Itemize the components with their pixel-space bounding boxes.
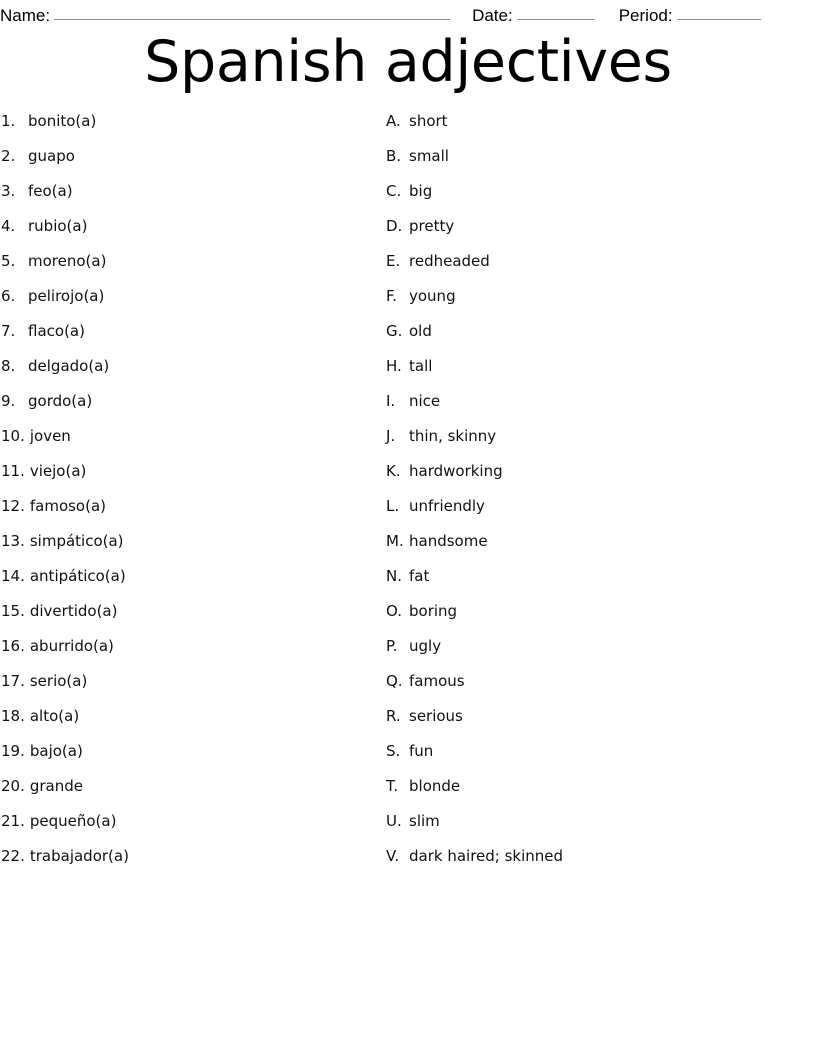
definition-item[interactable] [386,319,806,354]
definition-item-label: handsome [409,532,488,550]
term-item-marker: 19. [1,742,25,760]
term-item-label: delgado(a) [28,357,110,375]
term-item[interactable] [1,809,371,844]
term-item-marker: 12. [1,497,25,515]
term-item[interactable] [1,774,371,809]
term-item-marker: 16. [1,637,25,655]
definition-item-label: ugly [409,637,442,655]
term-item-label: feo(a) [28,182,73,200]
definition-item-marker: R. [386,707,401,725]
term-item-label: bonito(a) [28,112,97,130]
definition-item-label: pretty [409,217,455,235]
definition-item-label: small [409,147,449,165]
term-item-label: pelirojo(a) [28,287,105,305]
definition-item-label: nice [409,392,441,410]
term-item-label: joven [29,427,71,445]
definition-item-label: fat [409,567,430,585]
definition-item[interactable] [386,774,806,809]
worksheet-header [0,0,816,30]
term-item-label: divertido(a) [29,602,118,620]
definition-item-label: fun [409,742,434,760]
term-item-marker: 10. [1,427,25,445]
term-item-marker: 2. [1,147,16,165]
definition-item-marker: P. [386,637,398,655]
term-item-label: viejo(a) [29,462,87,480]
definition-item-label: redheaded [409,252,490,270]
term-item-label: serio(a) [29,672,88,690]
definition-item-marker: H. [386,357,402,375]
term-item-marker: 3. [1,182,16,200]
definition-item-label: serious [409,707,463,725]
matching-columns [0,109,816,879]
page-title: Spanish adjectives [144,29,672,95]
definition-item[interactable] [386,739,806,774]
term-item-marker: 13. [1,532,25,550]
date-answer-line[interactable] [517,4,595,20]
definition-item[interactable] [386,529,806,564]
term-item[interactable] [1,249,371,284]
definition-item-label: blonde [409,777,461,795]
definition-item-marker: B. [386,147,402,165]
term-item-label: trabajador(a) [29,847,129,865]
definition-item-marker: K. [386,462,401,480]
term-item[interactable] [1,354,371,389]
definition-item-marker: G. [386,322,403,340]
term-item-marker: 17. [1,672,25,690]
definition-item-label: dark haired; skinned [409,847,564,865]
term-item[interactable] [1,634,371,669]
term-item-label: alto(a) [29,707,80,725]
definition-item[interactable] [386,424,806,459]
definition-item[interactable] [386,704,806,739]
definition-item[interactable] [386,844,806,879]
date-field [472,5,595,26]
term-item-marker: 8. [1,357,16,375]
definition-item-marker: L. [386,497,400,515]
definition-item[interactable] [386,179,806,214]
definition-item-marker: J. [386,427,396,445]
term-item[interactable] [1,459,371,494]
term-item[interactable] [1,669,371,704]
term-item-label: aburrido(a) [29,637,114,655]
definition-item-label: thin, skinny [409,427,497,445]
term-item[interactable] [1,739,371,774]
term-item-label: guapo [28,147,75,165]
definition-item[interactable] [386,389,806,424]
definition-item[interactable] [386,459,806,494]
english-definitions-column [386,109,806,879]
term-item-marker: 14. [1,567,25,585]
definition-item-marker: O. [386,602,402,620]
definition-item[interactable] [386,109,806,144]
term-item-label: moreno(a) [28,252,107,270]
definition-item-marker: M. [386,532,404,550]
term-item[interactable] [1,844,371,879]
definition-item-label: famous [409,672,465,690]
definition-item-marker: U. [386,812,402,830]
term-item[interactable] [1,599,371,634]
definition-item[interactable] [386,284,806,319]
definition-item[interactable] [386,669,806,704]
definition-item[interactable] [386,249,806,284]
term-item-marker: 20. [1,777,25,795]
definition-item-marker: A. [386,112,401,130]
definition-item-label: boring [409,602,458,620]
definition-item[interactable] [386,634,806,669]
definition-item-label: young [409,287,456,305]
term-item-marker: 22. [1,847,25,865]
name-field [0,5,450,26]
term-item[interactable] [1,564,371,599]
name-label: Name: [0,5,51,25]
definition-item-marker: S. [386,742,401,760]
definition-item-marker: T. [386,777,399,795]
term-item-label: pequeño(a) [29,812,117,830]
term-item[interactable] [1,319,371,354]
definition-item[interactable] [386,564,806,599]
definition-item-label: old [409,322,432,340]
term-item[interactable] [1,704,371,739]
term-item-label: famoso(a) [29,497,107,515]
definition-item-label: hardworking [409,462,503,480]
definition-item[interactable] [386,354,806,389]
definition-item[interactable] [386,214,806,249]
term-item[interactable] [1,424,371,459]
term-item[interactable] [1,389,371,424]
definition-item[interactable] [386,494,806,529]
term-item-label: flaco(a) [28,322,85,340]
term-item-marker: 21. [1,812,25,830]
term-item[interactable] [1,494,371,529]
definition-item-marker: Q. [386,672,403,690]
term-item-marker: 4. [1,217,16,235]
term-item-marker: 18. [1,707,25,725]
term-item-label: gordo(a) [28,392,93,410]
definition-item-marker: E. [386,252,401,270]
term-item[interactable] [1,144,371,179]
definition-item-marker: V. [386,847,400,865]
term-item-marker: 9. [1,392,16,410]
term-item-marker: 1. [1,112,16,130]
term-item[interactable] [1,284,371,319]
term-item-label: rubio(a) [28,217,88,235]
spanish-terms-column [1,109,371,879]
definition-item-label: big [409,182,433,200]
term-item[interactable] [1,109,371,144]
period-label: Period: [618,5,673,25]
period-answer-line[interactable] [677,4,761,20]
definition-item[interactable] [386,809,806,844]
definition-item-marker: N. [386,567,402,585]
definition-item-marker: D. [386,217,403,235]
term-item-marker: 5. [1,252,16,270]
term-item[interactable] [1,214,371,249]
definition-item-marker: C. [386,182,402,200]
definition-item-marker: I. [386,392,396,410]
term-item-marker: 11. [1,462,25,480]
term-item-marker: 7. [1,322,16,340]
definition-item[interactable] [386,599,806,634]
name-answer-line[interactable] [54,4,450,20]
definition-item-label: unfriendly [409,497,485,515]
term-item-label: grande [29,777,83,795]
term-item[interactable] [1,179,371,214]
term-item-label: simpático(a) [29,532,124,550]
definition-item-label: tall [409,357,433,375]
term-item[interactable] [1,529,371,564]
term-item-label: bajo(a) [29,742,83,760]
term-item-marker: 15. [1,602,25,620]
definition-item-label: slim [409,812,440,830]
term-item-label: antipático(a) [29,567,126,585]
period-field [619,5,761,26]
term-item-marker: 6. [1,287,16,305]
definition-item-marker: F. [386,287,397,305]
definition-item[interactable] [386,144,806,179]
definition-item-label: short [409,112,448,130]
date-label: Date: [472,5,513,25]
